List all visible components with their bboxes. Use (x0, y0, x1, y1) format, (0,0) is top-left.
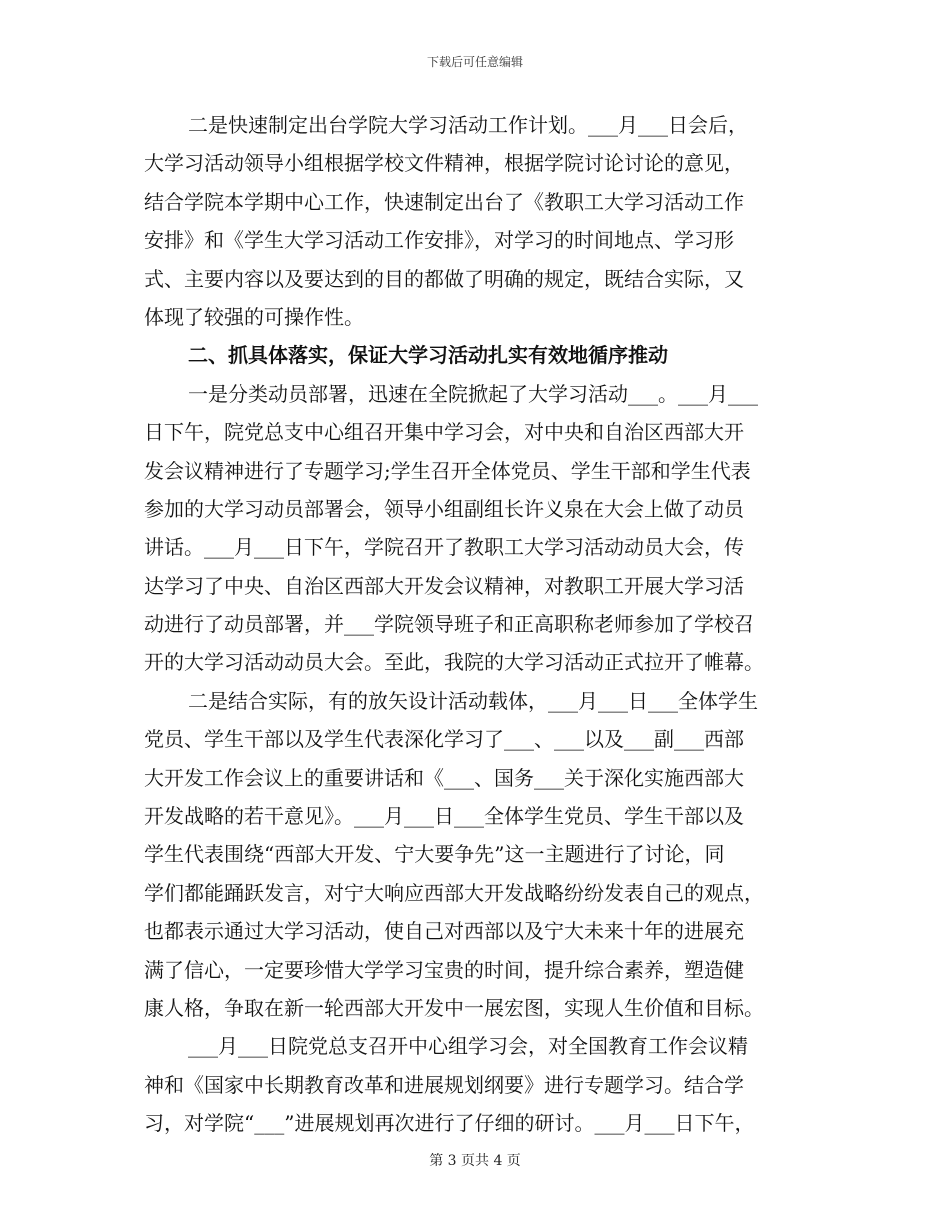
paragraph-line: 体现了较强的可操作性。 (144, 304, 364, 329)
paragraph-line: 大开发工作会议上的重要讲话和《___、国务___关于深化实施西部大 (144, 765, 744, 790)
paragraph-line: 达学习了中央、自治区西部大开发会议精神，对教职工开展大学习活 (144, 573, 744, 598)
paragraph-line: 习，对学院“___”进展规划再次进行了仔细的研讨。___月___日下午， (144, 1111, 755, 1136)
page-header: 下载后可任意编辑 (426, 55, 523, 69)
paragraph-line: 也都表示通过大学习活动，使自己对西部以及宁大未来十年的进展充 (144, 919, 744, 944)
paragraph-line: 学生代表围绕“西部大开发、宁大要争先”这一主题进行了讨论，同 (144, 842, 725, 867)
paragraph-line: 日下午，院党总支中心组召开集中学习会，对中央和自治区西部大开 (144, 420, 744, 445)
paragraph-line: 参加的大学习动员部署会，领导小组副组长许义泉在大会上做了动员 (144, 496, 744, 521)
paragraph-line: 讲话。___月___日下午，学院召开了教职工大学习活动动员大会，传 (144, 535, 744, 560)
paragraph-line: 结合学院本学期中心工作，快速制定出台了《教职工大学习活动工作 (144, 189, 744, 214)
paragraph-line: 式、主要内容以及要达到的目的都做了明确的规定，既结合实际，又 (144, 266, 744, 291)
paragraph-line: 康人格，争取在新一轮西部大开发中一展宏图，实现人生价值和目标。 (144, 995, 764, 1020)
paragraph-line: 开的大学习活动动员大会。至此，我院的大学习活动正式拉开了帷幕。 (144, 650, 764, 675)
paragraph-line: ___月___日院党总支召开中心组学习会，对全国教育工作会议精 (188, 1034, 748, 1059)
document-body (144, 106, 808, 1143)
paragraph-line: 二是结合实际，有的放矢设计活动载体，___月___日___全体学生 (188, 688, 758, 713)
paragraph-line: 安排》和《学生大学习活动工作安排》，对学习的时间地点、学习形 (144, 228, 734, 253)
paragraph-line: 发会议精神进行了专题学习;学生召开全体党员、学生干部和学生代表 (144, 458, 751, 483)
paragraph-line: 党员、学生干部以及学生代表深化学习了___、___以及___副___西部 (144, 727, 744, 752)
section-heading: 二、抓具体落实，保证大学习活动扎实有效地循序推动 (188, 343, 668, 368)
paragraph-line: 神和《国家中长期教育改革和进展规划纲要》进行专题学习。结合学 (144, 1072, 744, 1097)
paragraph-line: 开发战略的若干意见》。___月___日___全体学生党员、学生干部以及 (144, 804, 744, 829)
paragraph-line: 学们都能踊跃发言，对宁大响应西部大开发战略纷纷发表自己的观点， (144, 880, 764, 905)
paragraph-line: 动进行了动员部署，并___学院领导班子和正高职称老师参加了学校召 (144, 612, 754, 637)
paragraph-line: 二是快速制定出台学院大学习活动工作计划。___月___日会后， (188, 113, 748, 137)
paragraph-line: 一是分类动员部署，迅速在全院掀起了大学习活动___。___月___ (188, 381, 758, 406)
paragraph-line: 大学习活动领导小组根据学校文件精神，根据学院讨论讨论的意见， (144, 151, 744, 176)
page-number-footer: 第 3 页共 4 页 (429, 1153, 521, 1169)
paragraph-line: 满了信心，一定要珍惜大学学习宝贵的时间，提升综合素养，塑造健 (144, 957, 744, 982)
